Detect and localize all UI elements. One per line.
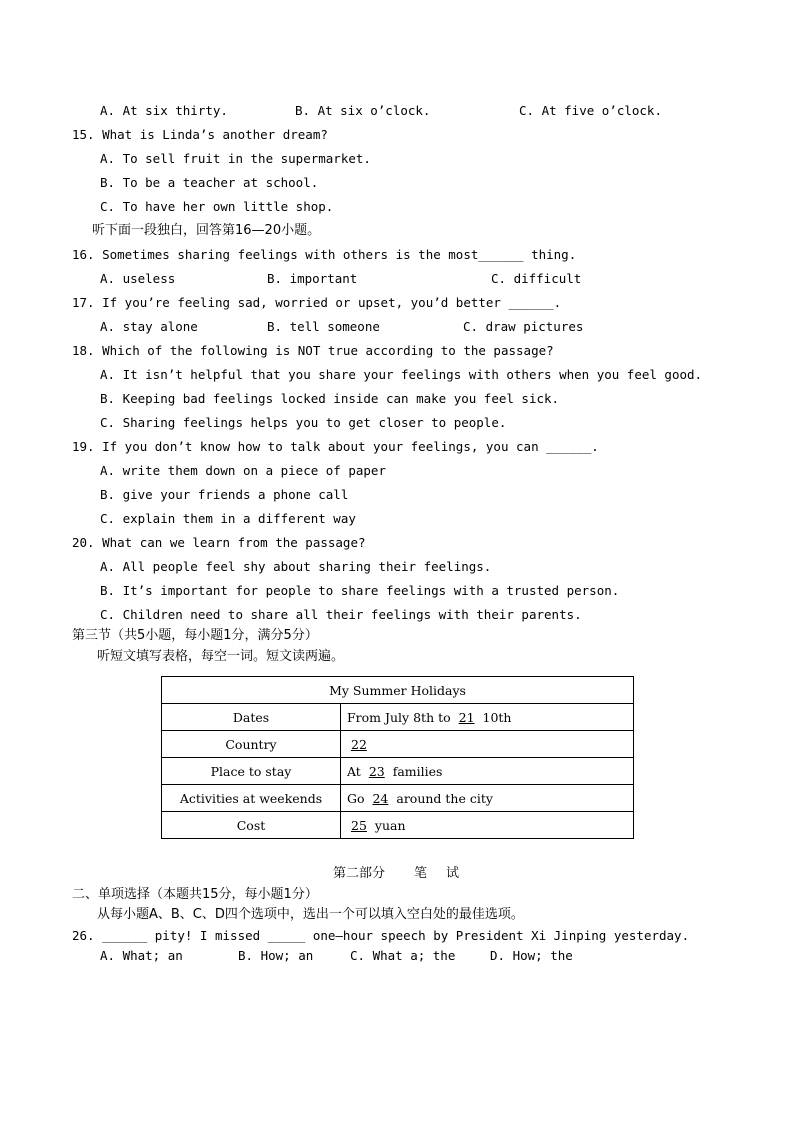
row-value: Go 24 around the city [341,785,634,812]
q14-option-a: A. At six thirty. [100,103,228,118]
q17-option-c: C. draw pictures [463,319,584,334]
q15-option-a: A. To sell fruit in the supermarket. [100,151,371,166]
section3-title: 第三节（共5小题，每小题1分，满分5分） [72,628,318,643]
row-label: Cost [162,812,341,839]
row-label: Country [162,731,341,758]
row-label: Place to stay [162,758,341,785]
q16-option-c: C. difficult [491,271,582,286]
q19-option-a: A. write them down on a piece of paper [100,463,386,478]
table-row [162,812,634,839]
q16-option-a: A. useless [100,271,176,286]
q19-option-c: C. explain them in a different way [100,511,356,526]
q15-option-b: B. To be a teacher at school. [100,175,319,190]
q26-option-b: B. How; an [238,948,314,963]
q20-stem: 20. What can we learn from the passage? [72,535,366,550]
blank-24: 24 [372,790,389,806]
q16-option-b: B. important [267,271,358,286]
blank-22: 22 [351,736,367,752]
q15-option-c: C. To have her own little shop. [100,199,334,214]
table-row [162,731,634,758]
q20-option-b: B. It’s important for people to share feelings with a trusted person. [100,583,620,598]
table-row [162,758,634,785]
q20-option-a: A. All people feel shy about sharing their feelings. [100,559,492,574]
q19-stem: 19. If you don’t know how to talk about your feelings, you can ______. [72,439,599,454]
q18-option-c: C. Sharing feelings helps you to get closer to people. [100,415,507,430]
q26-stem: 26. ______ pity! I missed _____ one—hour speech by President Xi Jinping yesterday. [72,928,690,943]
q18-stem: 18. Which of the following is NOT true according to the passage? [72,343,554,358]
table-row [162,785,634,812]
row-value: From July 8th to 21 10th [341,704,634,731]
q26-option-a: A. What; an [100,948,183,963]
blank-23: 23 [368,763,385,779]
part2-title: 第二部分 [333,866,386,881]
row-value: At 23 families [341,758,634,785]
table-title: My Summer Holidays [162,677,634,704]
summer-holidays-table [161,676,634,839]
part2-title-char1: 笔 [414,866,428,881]
q19-option-b: B. give your friends a phone call [100,487,349,502]
table-row [162,704,634,731]
q18-option-b: B. Keeping bad feelings locked inside can make you feel sick. [100,391,560,406]
part2-title-char2: 试 [446,866,460,881]
section3-instruction: 听短文填写表格，每空一词。短文读两遍。 [97,649,345,664]
q17-stem: 17. If you’re feeling sad, worried or upset, you’d better ______. [72,295,562,310]
row-label: Dates [162,704,341,731]
q14-option-b: B. At six o’clock. [295,103,431,118]
blank-21: 21 [458,709,475,725]
q15-stem: 15. What is Linda’s another dream? [72,127,328,142]
q20-option-c: C. Children need to share all their feelings with their parents. [100,607,582,622]
q26-option-c: C. What a; the [350,948,456,963]
section-two-title: 二、单项选择（本题共15分，每小题1分） [72,887,318,902]
q14-option-c: C. At five o’clock. [519,103,662,118]
row-label: Activities at weekends [162,785,341,812]
row-value: 25 yuan [341,812,634,839]
q17-option-a: A. stay alone [100,319,198,334]
q17-option-b: B. tell someone [267,319,380,334]
q18-option-a: A. It isn’t helpful that you share your feelings with others when you feel good. [100,367,703,382]
section-two-instruction: 从每小题A、B、C、D四个选项中，选出一个可以填入空白处的最佳选项。 [97,907,524,922]
monologue-instruction: 听下面一段独白，回答第16—20小题。 [92,223,321,238]
q16-stem: 16. Sometimes sharing feelings with others is the most______ thing. [72,247,577,262]
q26-option-d: D. How; the [490,948,573,963]
blank-25: 25 [351,817,367,833]
row-value [341,731,634,758]
